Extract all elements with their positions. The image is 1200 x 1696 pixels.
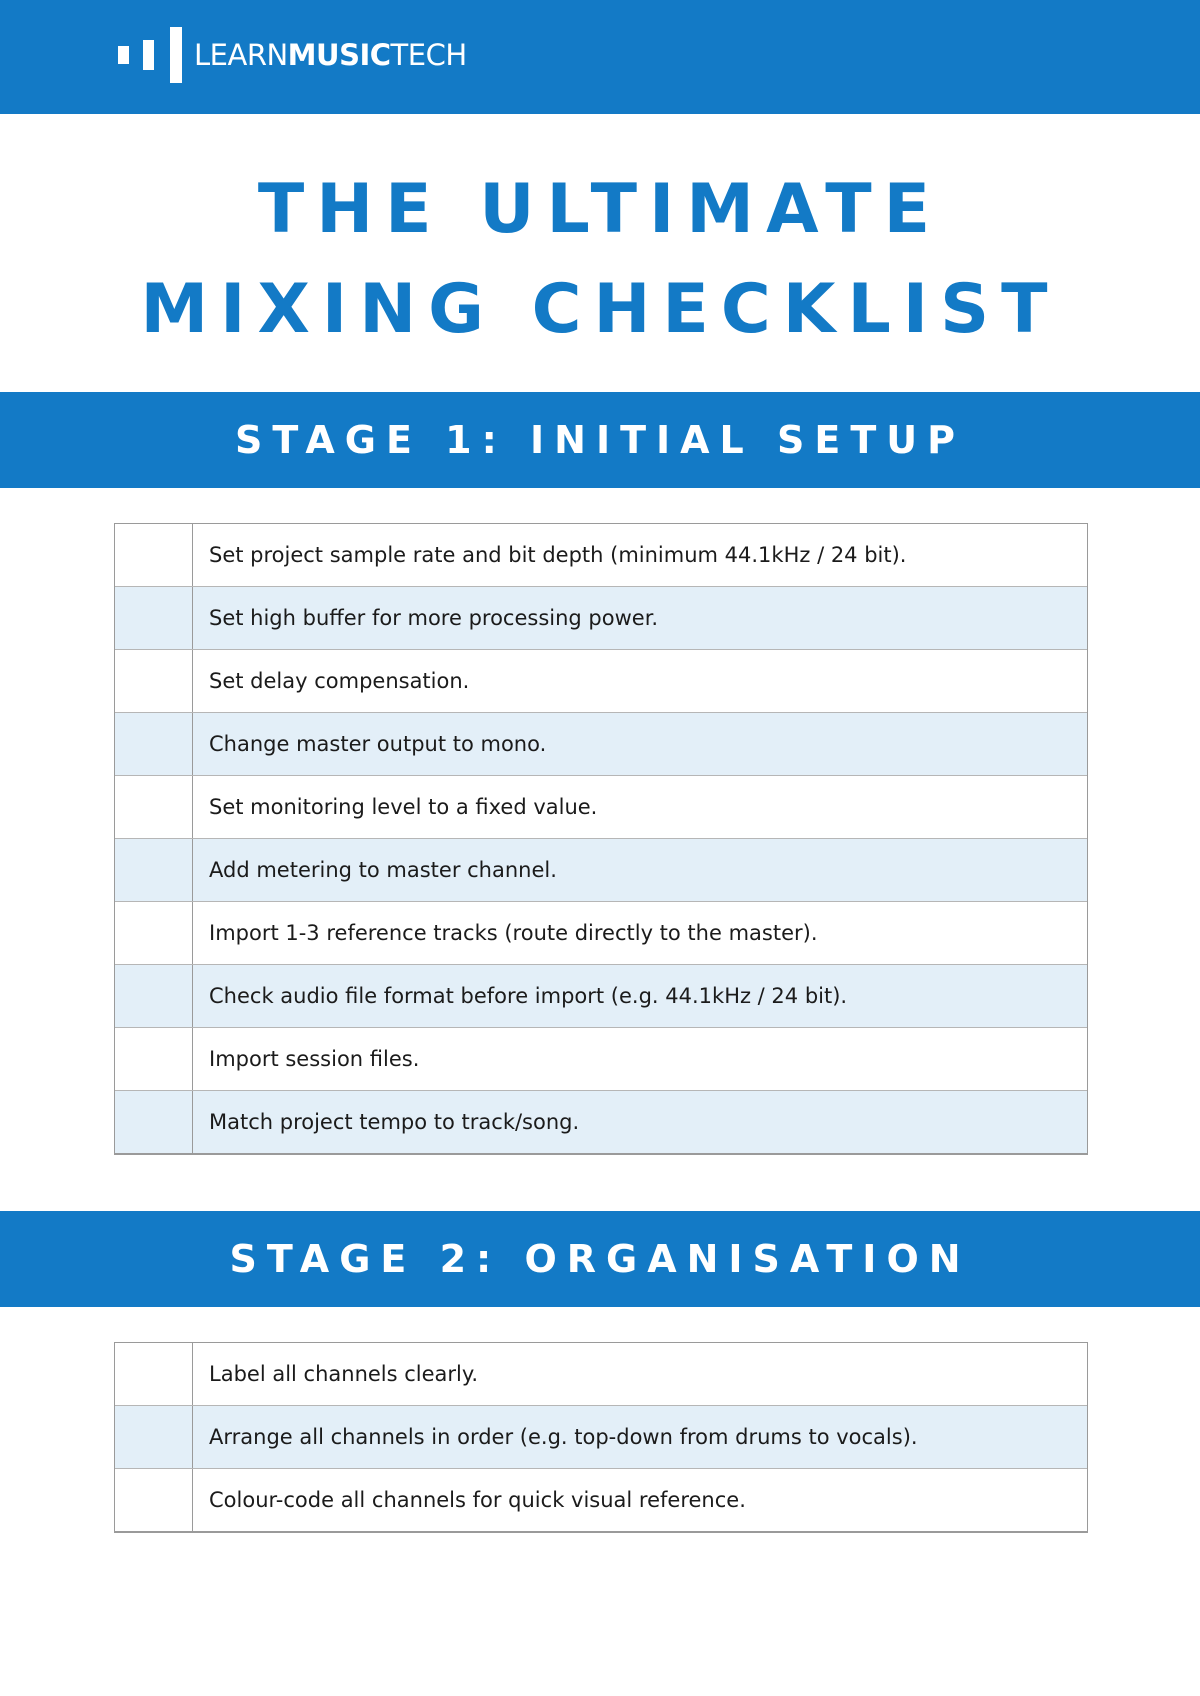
checkbox[interactable] [115, 713, 193, 775]
checkbox[interactable] [115, 965, 193, 1027]
stage-2-checklist [114, 1342, 1088, 1533]
checklist-item-text: Check audio file format before import (e.g. 44.1kHz / 24 bit). [209, 984, 848, 1008]
checklist-item-text: Arrange all channels in order (e.g. top-down from drums to vocals). [209, 1425, 918, 1449]
checklist-item-text: Set project sample rate and bit depth (minimum 44.1kHz / 24 bit). [209, 543, 907, 567]
logo-wordmark [194, 38, 467, 72]
logo-prefix: LEARN [194, 38, 288, 72]
checkbox[interactable] [115, 1343, 193, 1405]
title-line-1: THE ULTIMATE [257, 170, 943, 249]
checkbox[interactable] [115, 650, 193, 712]
stage-2-heading: STAGE 2: ORGANISATION [0, 1211, 1200, 1307]
logo-bars-icon [118, 27, 184, 83]
checklist-item-text: Match project tempo to track/song. [209, 1110, 580, 1134]
checklist-row [115, 901, 1087, 964]
checklist-row [115, 1405, 1087, 1468]
checklist-row [115, 649, 1087, 712]
checkbox[interactable] [115, 1091, 193, 1153]
checklist-item-text: Change master output to mono. [209, 732, 547, 756]
checkbox[interactable] [115, 524, 193, 586]
logo-suffix: TECH [390, 38, 467, 72]
checklist-row [115, 524, 1087, 586]
checklist-row [115, 712, 1087, 775]
checklist-item-text: Set delay compensation. [209, 669, 470, 693]
header-bar [0, 0, 1200, 114]
page-title [0, 160, 1200, 360]
checklist-item-text: Set monitoring level to a fixed value. [209, 795, 598, 819]
checklist-row [115, 1468, 1087, 1531]
learnmusictech-logo[interactable] [118, 27, 467, 83]
checklist-row [115, 838, 1087, 901]
checkbox[interactable] [115, 1028, 193, 1090]
checklist-row [115, 1090, 1087, 1153]
checklist-row [115, 1343, 1087, 1405]
checklist-item-text: Set high buffer for more processing power. [209, 606, 659, 630]
checkbox[interactable] [115, 902, 193, 964]
stage-1-checklist [114, 523, 1088, 1155]
checklist-row [115, 586, 1087, 649]
stage-1-heading: STAGE 1: INITIAL SETUP [0, 392, 1200, 488]
checklist-item-text: Import session files. [209, 1047, 420, 1071]
checkbox[interactable] [115, 776, 193, 838]
checklist-row [115, 1027, 1087, 1090]
checkbox[interactable] [115, 1469, 193, 1531]
checklist-item-text: Import 1-3 reference tracks (route directly to the master). [209, 921, 818, 945]
checkbox[interactable] [115, 839, 193, 901]
checklist-item-text: Add metering to master channel. [209, 858, 557, 882]
title-line-2: MIXING CHECKLIST [140, 270, 1060, 349]
checklist-row [115, 775, 1087, 838]
checkbox[interactable] [115, 1406, 193, 1468]
logo-bold: MUSIC [287, 38, 391, 72]
checklist-item-text: Label all channels clearly. [209, 1362, 479, 1386]
checklist-item-text: Colour-code all channels for quick visual reference. [209, 1488, 746, 1512]
checklist-row [115, 964, 1087, 1027]
checkbox[interactable] [115, 587, 193, 649]
